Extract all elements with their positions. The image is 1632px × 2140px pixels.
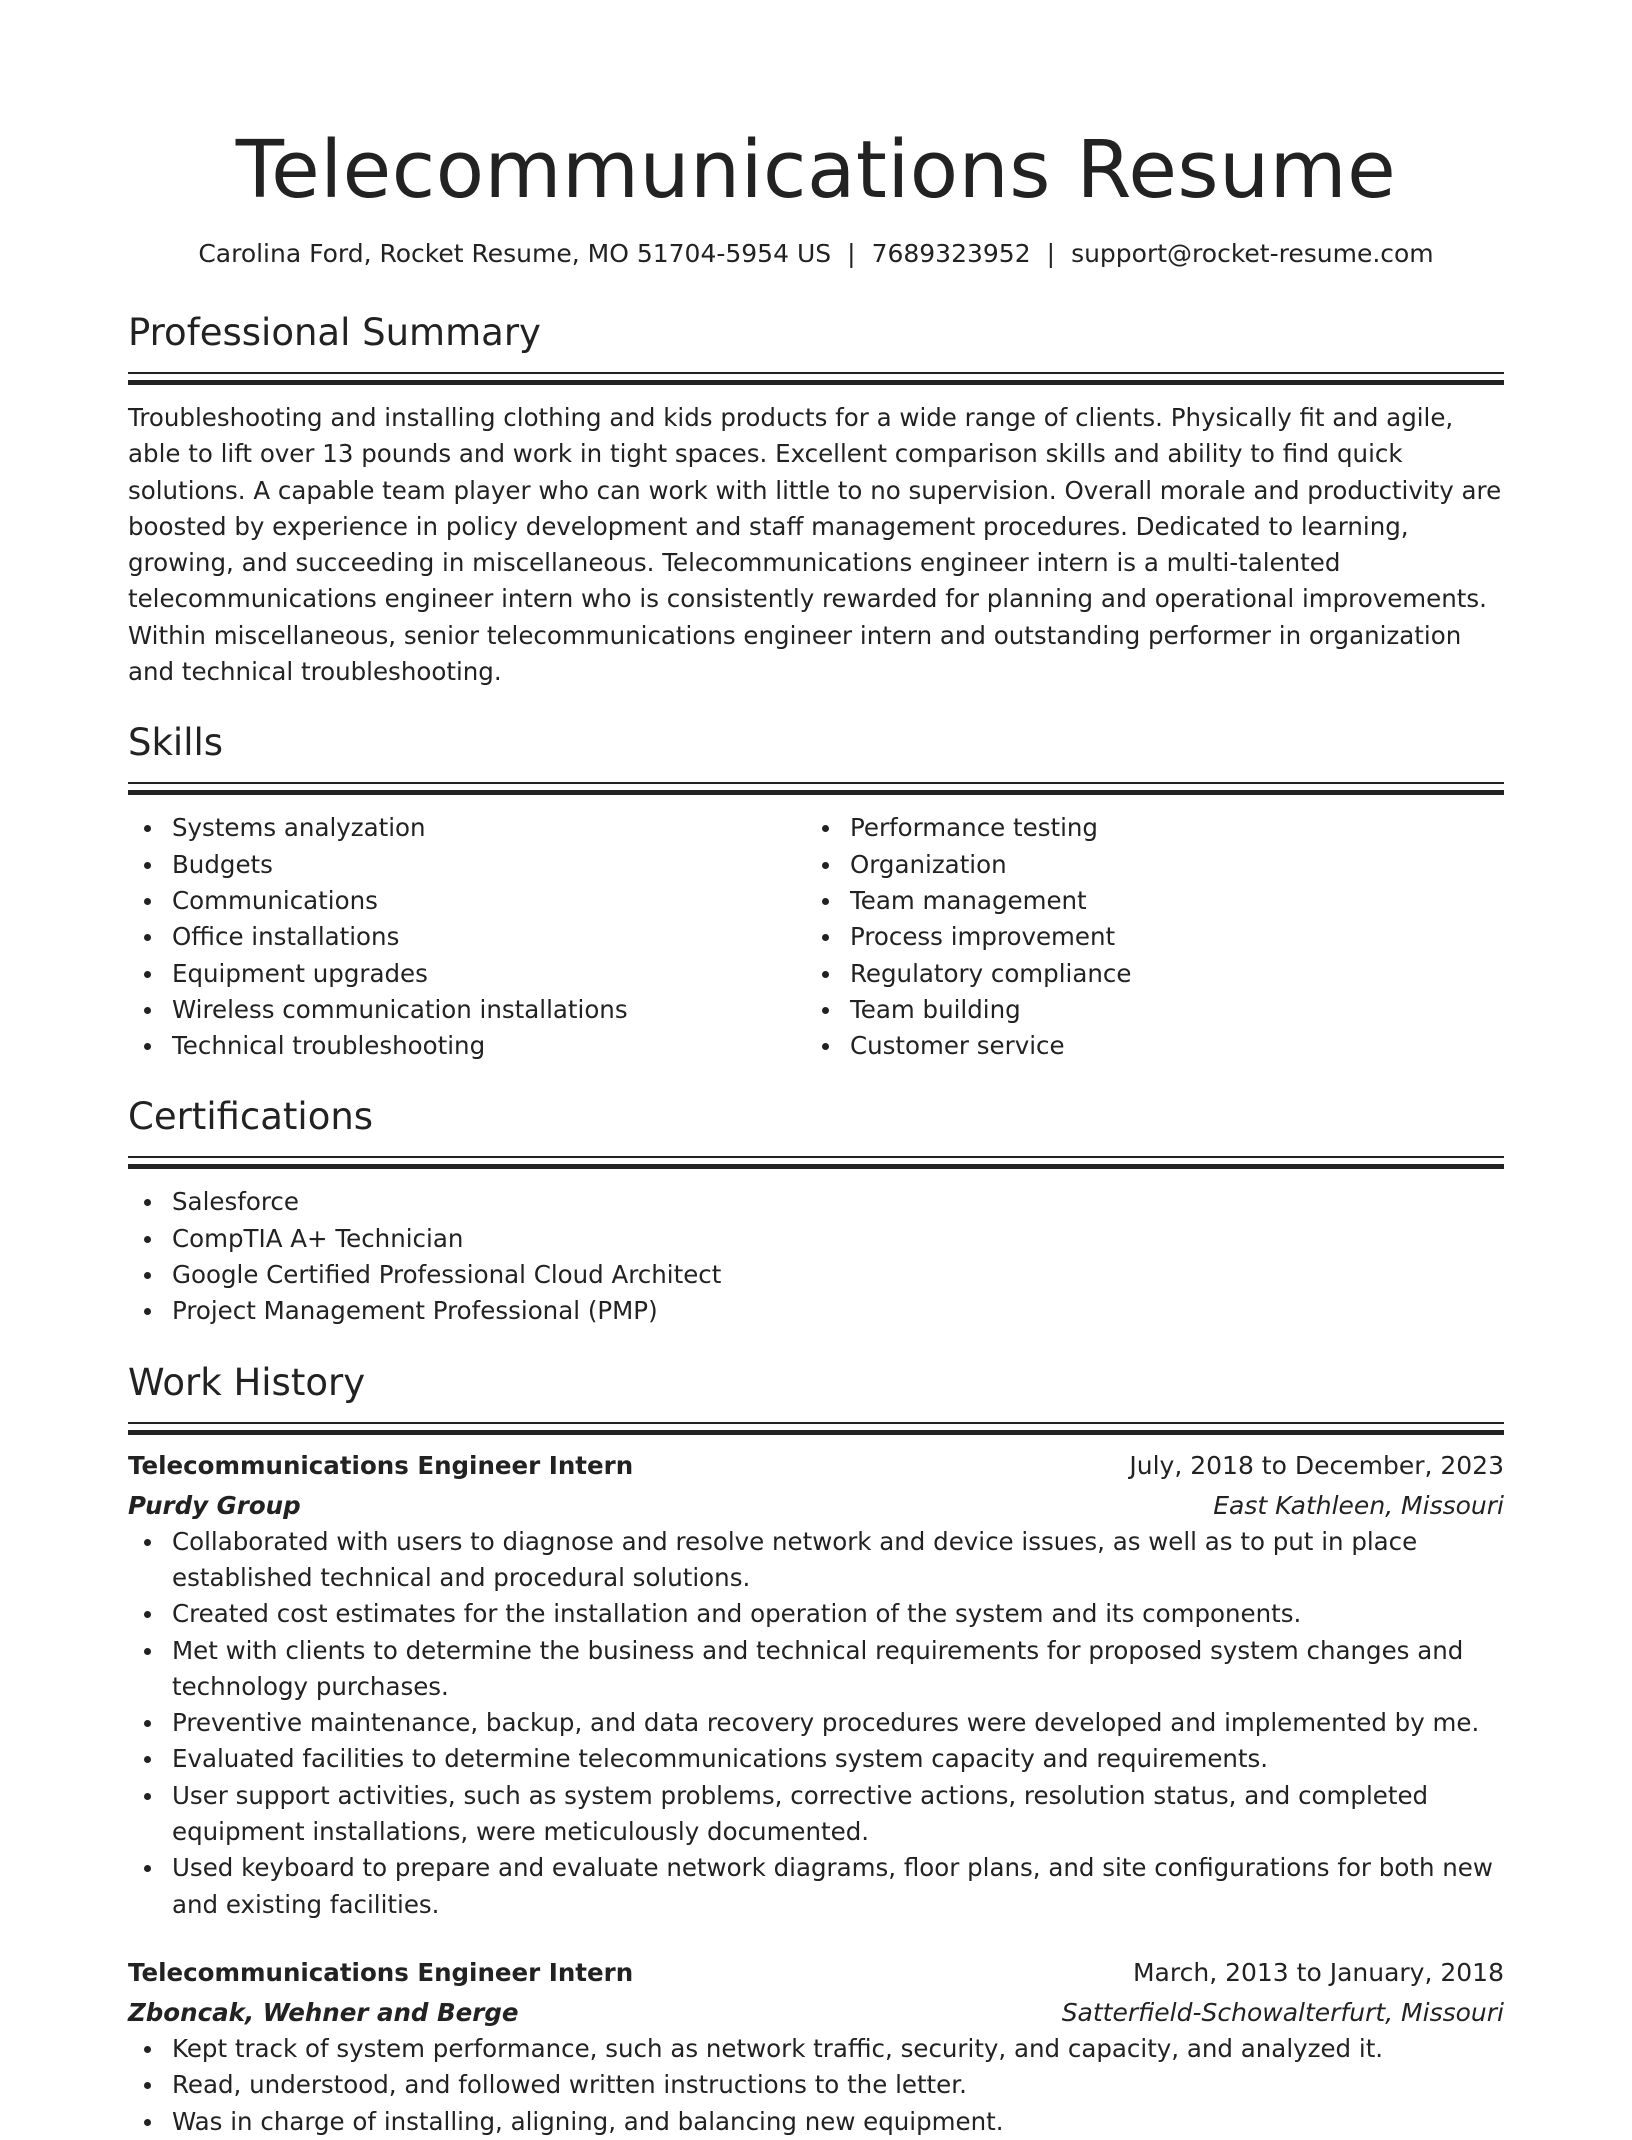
job-location: East Kathleen, Missouri <box>1213 1490 1504 1520</box>
job-duties-list <box>128 2031 1504 2140</box>
job-entry <box>128 1955 1504 2140</box>
contact-email: support@rocket-resume.com <box>1071 239 1434 268</box>
job-duty-item: Was in charge of installing, aligning, and balancing new equipment. <box>172 2104 1504 2140</box>
job-duty-item: Created cost estimates for the installation and operation of the system and its components. <box>172 1596 1504 1632</box>
job-header <box>128 1448 1504 1484</box>
resume-page <box>128 0 1504 2140</box>
skill-item: Customer service <box>850 1028 1484 1064</box>
skills-heading: Skills <box>128 721 224 765</box>
certification-item: Google Certified Professional Cloud Architect <box>172 1257 1504 1293</box>
skill-item: Technical troubleshooting <box>172 1028 806 1064</box>
job-subheader <box>128 1488 1504 1524</box>
skill-item: Systems analyzation <box>172 810 806 846</box>
summary-text: Troubleshooting and installing clothing and kids products for a wide range of clients. Physically fit and agile, able to lift over 13 pounds and work in tight spaces. Excellent comparison skills and ability to find quick solutions. A capable team player who can work with little to no supervision. Overall morale and productivity are boosted by experience in policy development and staff management procedures. Dedicated to learning, growing, and succeeding in miscellaneous. Telecommunications engineer intern is a multi-talented telecommunications engineer intern who is consistently rewarded for planning and operational improvements. Within miscellaneous, senior telecommunications engineer intern and outstanding performer in organization and technical troubleshooting. <box>128 403 1502 687</box>
skill-item: Wireless communication installations <box>172 992 806 1028</box>
job-duty-item: Preventive maintenance, backup, and data recovery procedures were developed and implemented by me. <box>172 1705 1504 1741</box>
summary-section <box>128 308 1504 690</box>
section-divider <box>128 372 1504 384</box>
skill-item: Performance testing <box>850 810 1484 846</box>
job-duty-item: Evaluated facilities to determine telecommunications system capacity and requirements. <box>172 1741 1504 1777</box>
skills-list-left <box>128 810 806 1064</box>
job-duties-list <box>128 1524 1504 1923</box>
certification-item: Salesforce <box>172 1184 1504 1220</box>
contact-address: Carolina Ford, Rocket Resume, MO 51704-5954 US <box>198 239 832 268</box>
contact-separator: | <box>847 239 856 268</box>
section-divider <box>128 782 1504 794</box>
certification-item: Project Management Professional (PMP) <box>172 1293 1504 1329</box>
certifications-list <box>128 1184 1504 1329</box>
job-title: Telecommunications Engineer Intern <box>128 1957 634 1987</box>
job-duty-item: Collaborated with users to diagnose and resolve network and device issues, as well as to put in place established technical and procedural solutions. <box>172 1524 1504 1597</box>
skill-item: Equipment upgrades <box>172 956 806 992</box>
skills-section <box>128 718 1504 1064</box>
work-history-heading: Work History <box>128 1360 366 1404</box>
skills-columns <box>128 810 1504 1064</box>
skills-column-left <box>128 810 806 1064</box>
job-duty-item: Used keyboard to prepare and evaluate network diagrams, floor plans, and site configurations for both new and existing facilities. <box>172 1850 1504 1923</box>
job-subheader <box>128 1995 1504 2031</box>
job-dates: July, 2018 to December, 2023 <box>1129 1450 1504 1480</box>
summary-heading: Professional Summary <box>128 311 541 354</box>
skills-list-right <box>806 810 1484 1064</box>
contact-separator: | <box>1046 239 1056 268</box>
skill-item: Team management <box>850 883 1484 919</box>
skill-item: Regulatory compliance <box>850 956 1484 992</box>
skill-item: Communications <box>172 883 806 919</box>
job-company: Zboncak, Wehner and Berge <box>128 1997 519 2027</box>
skill-item: Process improvement <box>850 919 1484 955</box>
job-location: Satterfield-Schowalterfurt, Missouri <box>1061 1997 1504 2027</box>
section-divider <box>128 1422 1504 1434</box>
document-title: Telecommunications Resume <box>235 124 1397 216</box>
certifications-section <box>128 1092 1504 1329</box>
skill-item: Organization <box>850 847 1484 883</box>
certifications-heading: Certifications <box>128 1095 374 1139</box>
job-company: Purdy Group <box>128 1490 301 1520</box>
certification-item: CompTIA A+ Technician <box>172 1221 1504 1257</box>
job-duty-item: Kept track of system performance, such as network traffic, security, and capacity, and analyzed it. <box>172 2031 1504 2067</box>
skills-column-right <box>806 810 1484 1064</box>
job-title: Telecommunications Engineer Intern <box>128 1450 634 1480</box>
job-dates: March, 2013 to January, 2018 <box>1132 1957 1504 1987</box>
contact-phone: 7689323952 <box>871 239 1031 268</box>
skill-item: Budgets <box>172 847 806 883</box>
job-duty-item: Met with clients to determine the business and technical requirements for proposed system changes and technology purchases. <box>172 1633 1504 1706</box>
skill-item: Office installations <box>172 919 806 955</box>
job-header <box>128 1955 1504 1991</box>
work-history-section <box>128 1358 1504 2140</box>
skill-item: Team building <box>850 992 1484 1028</box>
job-duty-item: Read, understood, and followed written instructions to the letter. <box>172 2067 1504 2103</box>
section-divider <box>128 1156 1504 1168</box>
job-entry <box>128 1448 1504 1923</box>
job-duty-item: User support activities, such as system problems, corrective actions, resolution status, and completed equipment installations, were meticulously documented. <box>172 1778 1504 1851</box>
contact-line <box>128 236 1504 272</box>
